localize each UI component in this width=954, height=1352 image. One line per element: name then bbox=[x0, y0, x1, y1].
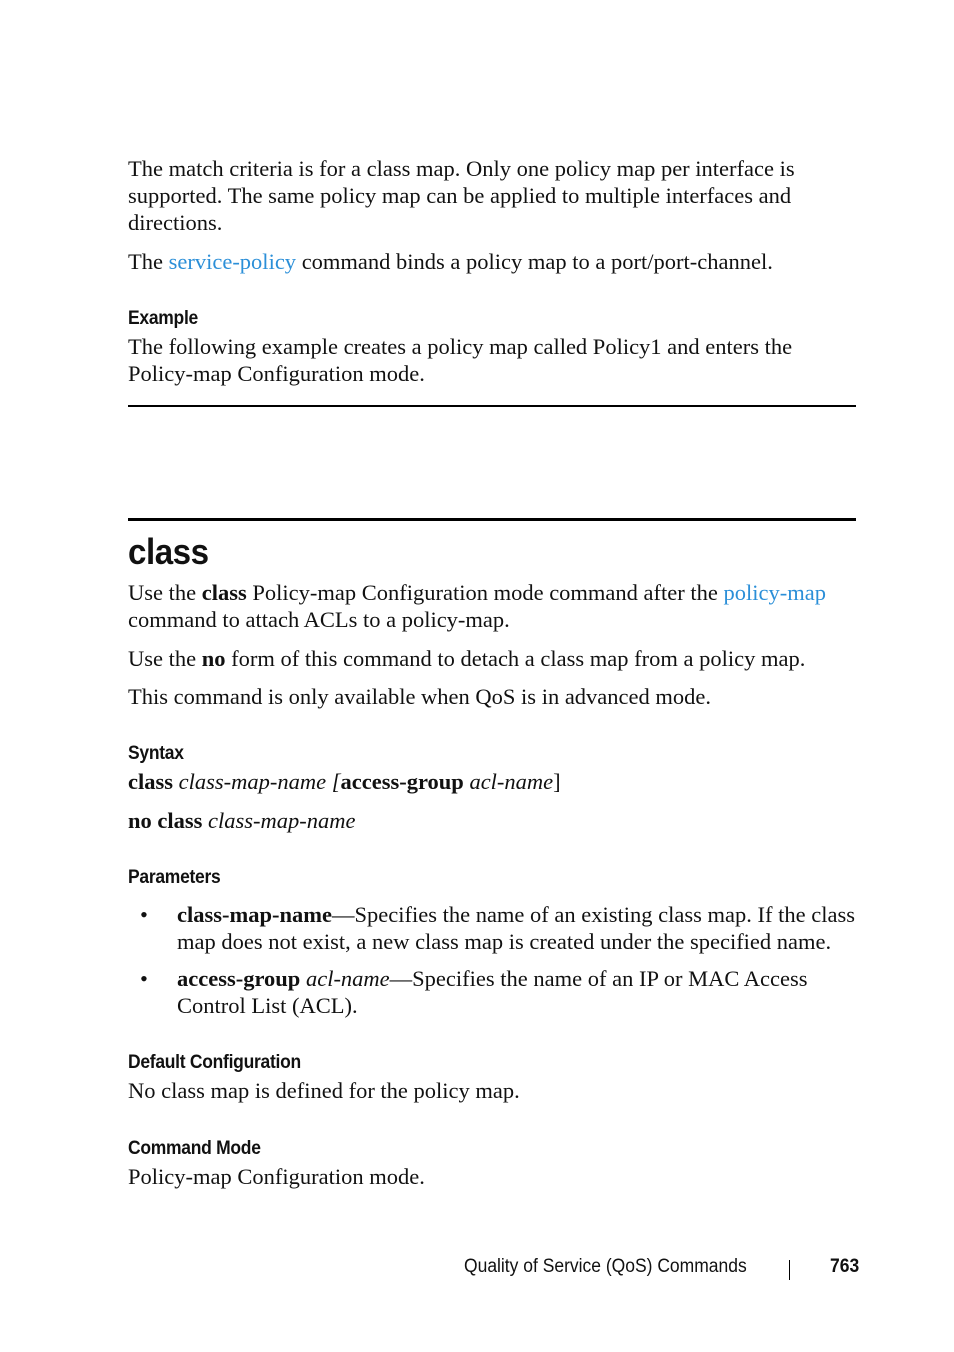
syntax-line bbox=[128, 768, 856, 795]
text: Use the bbox=[128, 646, 202, 671]
section-description bbox=[128, 579, 856, 710]
argument: acl-name bbox=[300, 966, 390, 991]
text: command to attach ACLs to a policy-map. bbox=[128, 607, 510, 632]
argument: acl-name bbox=[463, 769, 554, 794]
syntax-line bbox=[128, 807, 856, 834]
section-rule bbox=[128, 518, 856, 521]
example-block bbox=[128, 307, 856, 387]
syntax-heading: Syntax bbox=[128, 743, 184, 764]
text: —Specifies the name of an IP or MAC Access Control List (ACL). bbox=[177, 966, 808, 1018]
command-keyword: class bbox=[201, 580, 247, 605]
example-heading: Example bbox=[128, 308, 198, 329]
parameters-heading-text: Parameters bbox=[128, 867, 221, 888]
argument: class-map-name [ bbox=[173, 769, 341, 794]
description-paragraph bbox=[128, 645, 856, 672]
description-paragraph: This command is only available when QoS is in advanced mode. bbox=[128, 684, 712, 709]
parameters-heading bbox=[128, 866, 856, 890]
text: command binds a policy map to a port/port-channel. bbox=[296, 249, 773, 274]
policy-map-link[interactable]: policy-map bbox=[723, 580, 826, 605]
intro-paragraph: The match criteria is for a class map. Only one policy map per interface is supported. The same policy map can be applied to multiple interfaces and directions. bbox=[128, 156, 795, 235]
default-config-block bbox=[128, 1051, 856, 1104]
description-paragraph bbox=[128, 579, 856, 633]
command-mode-block bbox=[128, 1137, 856, 1190]
text: —Specifies the name of an existing class map. If the class map does not exist, a new class map is created under the specified name. bbox=[177, 902, 855, 954]
bullet-icon: • bbox=[140, 902, 148, 927]
example-text: The following example creates a policy map called Policy1 and enters the Policy-map Configuration mode. bbox=[128, 334, 793, 386]
intro-paragraph-service-policy bbox=[128, 248, 856, 275]
command-mode-heading: Command Mode bbox=[128, 1138, 261, 1159]
argument: class-map-name bbox=[202, 808, 356, 833]
service-policy-link[interactable]: service-policy bbox=[168, 249, 297, 274]
intro-block bbox=[128, 155, 856, 275]
default-config-text: No class map is defined for the policy map. bbox=[128, 1078, 520, 1103]
default-config-heading: Default Configuration bbox=[128, 1052, 301, 1073]
syntax-block bbox=[128, 742, 856, 834]
text: ] bbox=[553, 769, 561, 794]
parameter-description bbox=[177, 901, 857, 955]
command-mode-text: Policy-map Configuration mode. bbox=[128, 1164, 425, 1189]
footer-chapter: Quality of Service (QoS) Commands bbox=[464, 1256, 747, 1277]
divider bbox=[128, 405, 856, 407]
command-keyword: class bbox=[128, 769, 173, 794]
parameter-description bbox=[177, 965, 857, 1019]
section-title: class bbox=[128, 531, 209, 572]
page-number: 763 bbox=[830, 1256, 860, 1277]
text: The bbox=[128, 249, 169, 274]
command-keyword: access-group bbox=[340, 769, 464, 794]
command-keyword: no bbox=[201, 646, 226, 671]
text: Use the bbox=[128, 580, 202, 605]
text: Policy-map Configuration mode command after the bbox=[246, 580, 724, 605]
bullet-icon: • bbox=[140, 966, 148, 991]
parameter-term: access-group bbox=[177, 966, 301, 991]
footer-separator bbox=[789, 1260, 790, 1280]
text: form of this command to detach a class map from a policy map. bbox=[225, 646, 806, 671]
parameter-term: class-map-name bbox=[177, 902, 332, 927]
command-keyword: no class bbox=[128, 808, 203, 833]
